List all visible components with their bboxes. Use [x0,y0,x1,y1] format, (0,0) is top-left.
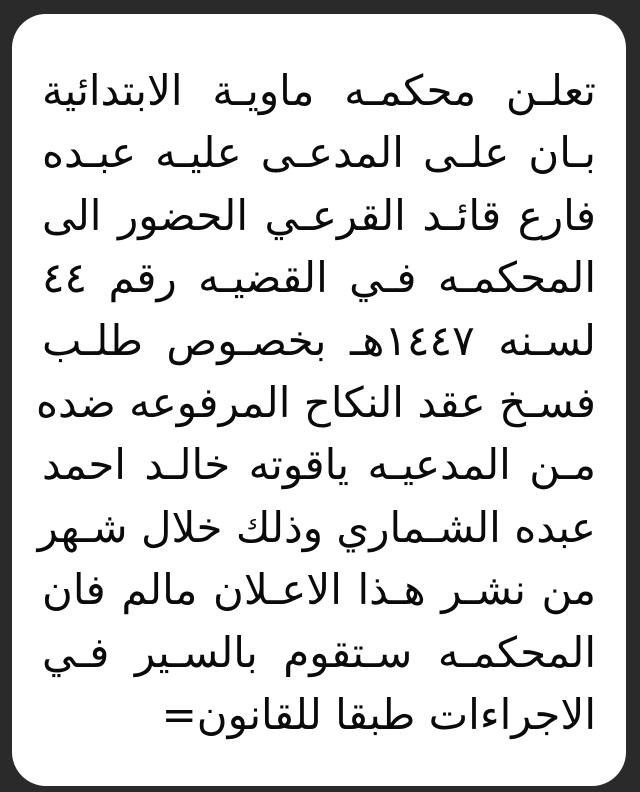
notice-line-4: المحكمـه فـي القضيـه رقم ٤٤ [42,253,596,303]
notice-line-8: عبده الشـماري وذلك خلال شـهر [37,502,596,552]
court-notice-card [12,14,626,786]
notice-text [36,60,596,746]
notice-line-5: لسـنه ١٤٤٧هـ بخصـوص طلـب [42,315,596,365]
notice-line-7: مـن المدعيـه ياقوته خالـد احمد [42,440,596,490]
notice-line-6: فسـخ عقد النكاح المرفوعه ضده [36,377,596,427]
notice-line-2: بـان علـى المدعـى عليـه عبـده [42,128,596,178]
notice-line-9: من نشـر هـذا الاعـلان مالم فان [42,565,596,615]
notice-line-1: تعلـن محكمـه ماويـة الابتدائية [42,66,596,115]
notice-line-3: فارع قائـد القرعـي الحضور الى [42,190,596,240]
notice-line-11: الاجراءات طبقا للقانون= [161,689,596,739]
notice-line-10: المحكمـه سـتقوم بالسـير فـي [42,627,596,677]
